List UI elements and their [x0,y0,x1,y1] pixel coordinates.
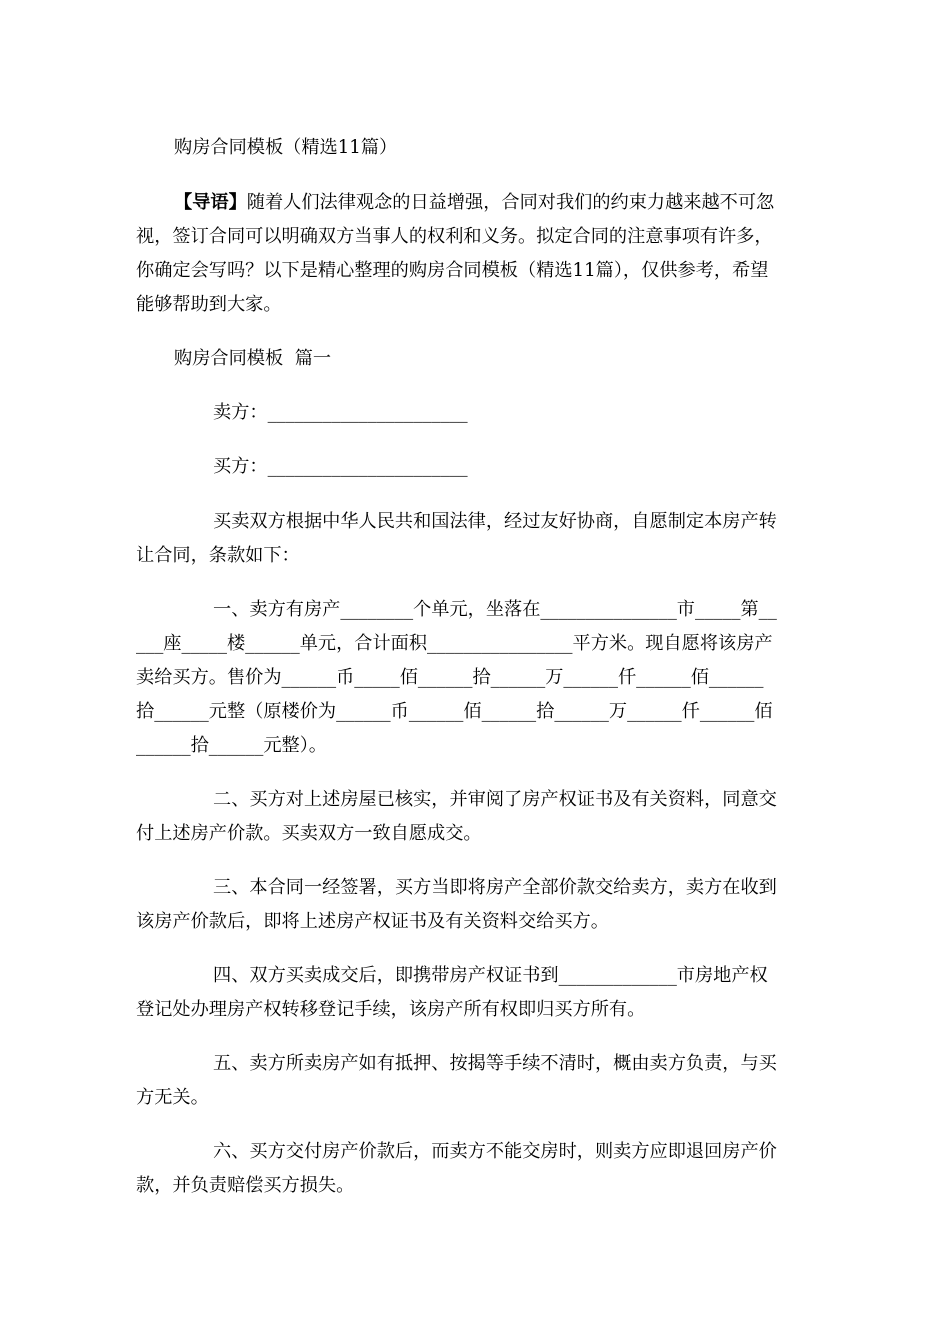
intro-text: 随着人们法律观念的日益增强，合同对我们的约束力越来越不可忽 [246,192,775,213]
clause2-line-2: 付上述房产价款。买卖双方一致自愿成交。 [136,823,482,844]
clause6-line-2: 款，并负责赔偿买方损失。 [136,1175,355,1196]
clause1-line-2: ___座_____楼______单元，合计面积________________平方米。现自愿将该房产 [136,633,773,654]
clause4-line-1: 四、双方买卖成交后，即携带房产权证书到_____________市房地产权 [213,965,768,986]
preamble-line-1: 买卖双方根据中华人民共和国法律，经过友好协商，自愿制定本房产转 [213,511,777,532]
seller-line: 卖方：______________________ [213,402,468,423]
clause5-line-2: 方无关。 [136,1087,209,1108]
intro-line-4: 能够帮助到大家。 [136,294,282,315]
preamble-line-2: 让合同，条款如下： [136,545,300,566]
clause2-line-1: 二、买方对上述房屋已核实，并审阅了房产权证书及有关资料，同意交 [213,789,777,810]
clause4-line-2: 登记处办理房产权转移登记手续，该房产所有权即归买方所有。 [136,999,646,1020]
buyer-line: 买方：______________________ [213,456,468,477]
clause1-line-5: ______拾______元整）。 [136,735,327,756]
intro-line-1 [174,188,816,218]
intro-line-2: 视，签订合同可以明确双方当事人的权利和义务。拟定合同的注意事项有许多， [136,226,773,247]
clause5-line-1: 五、卖方所卖房产如有抵押、按揭等手续不清时，概由卖方负责，与买 [213,1053,777,1074]
clause6-line-1: 六、买方交付房产价款后，而卖方不能交房时，则卖方应即退回房产价 [213,1141,777,1162]
clause1-line-3: 卖给买方。售价为______币_____佰______拾______万______仟______佰______ [136,667,764,688]
clause3-line-2: 该房产价款后，即将上述房产权证书及有关资料交给买方。 [136,911,609,932]
intro-line-3: 你确定会写吗？以下是精心整理的购房合同模板（精选11篇），仅供参考，希望 [136,260,769,281]
clause3-line-1: 三、本合同一经签署，买方当即将房产全部价款交给卖方，卖方在收到 [213,877,777,898]
section-title: 购房合同模板 篇一 [174,348,332,369]
intro-lead: 【导语】 [174,192,247,213]
clause1-line-1: 一、卖方有房产________个单元，坐落在_______________市_____第__ [213,599,777,620]
document-title: 购房合同模板（精选11篇） [174,137,398,158]
clause1-line-4: 拾______元整（原楼价为______币______佰______拾______万______仟______佰 [136,701,773,722]
